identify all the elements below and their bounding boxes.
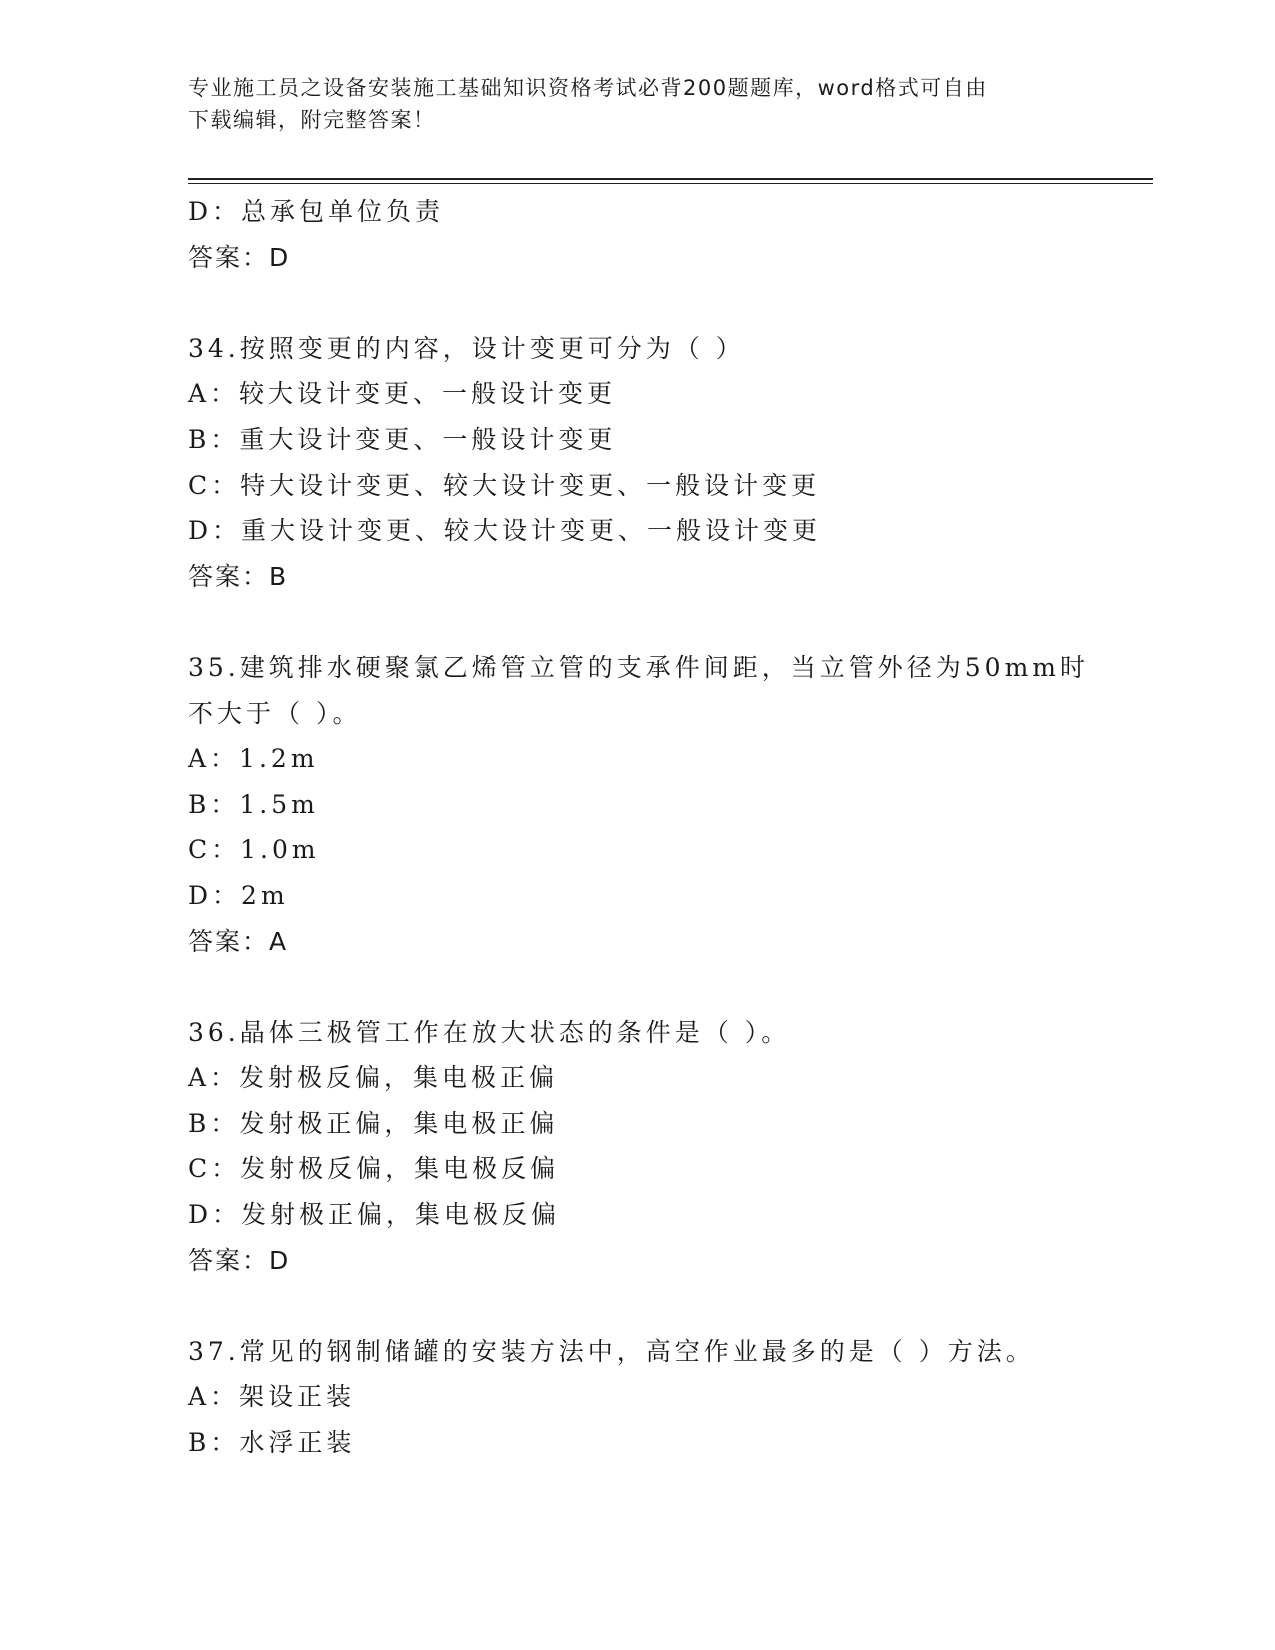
- answer: 答案：A: [188, 926, 289, 956]
- option-c: C：发射极反偏，集电极反偏: [188, 1154, 560, 1184]
- option-b: B：水浮正装: [188, 1428, 356, 1458]
- header-divider-thick: [188, 178, 1153, 180]
- option-d: D：重大设计变更、较大设计变更、一般设计变更: [188, 516, 822, 546]
- option-b: B：发射极正偏，集电极正偏: [188, 1108, 559, 1138]
- spacer: [188, 1283, 1078, 1329]
- question-list: [188, 189, 1089, 1466]
- answer: 答案：B: [188, 561, 289, 591]
- option-d: D：发射极正偏，集电极反偏: [188, 1200, 561, 1230]
- header-line-1: 专业施工员之设备安装施工基础知识资格考试必背200题题库，word格式可自由: [188, 76, 988, 100]
- question-35: [188, 645, 1089, 964]
- option-a: A：较大设计变更、一般设计变更: [188, 379, 617, 409]
- option-b: B：1.5m: [188, 789, 319, 819]
- question-33-tail: [188, 189, 1078, 280]
- option-a: A：1.2m: [188, 744, 319, 774]
- option-c: C：特大设计变更、较大设计变更、一般设计变更: [188, 470, 821, 500]
- question-text: 34.按照变更的内容，设计变更可分为（ ）: [188, 333, 745, 363]
- answer: 答案：D: [188, 1245, 291, 1275]
- option-a: A：发射极反偏，集电极正偏: [188, 1063, 559, 1093]
- question-36: [188, 1010, 1078, 1284]
- document-header: [188, 72, 1068, 136]
- header-divider-thin: [188, 183, 1153, 184]
- spacer: [188, 964, 1078, 1010]
- spacer: [188, 280, 1078, 326]
- option-d: D：总承包单位负责: [188, 197, 445, 226]
- question-34: [188, 326, 1078, 600]
- question-37: [188, 1329, 1078, 1466]
- question-text-line-1: 35.建筑排水硬聚氯乙烯管立管的支承件间距，当立管外径为50mm时: [188, 652, 1089, 682]
- header-line-2: 下载编辑，附完整答案！: [188, 108, 436, 132]
- question-text-line-2: 不大于（ ）。: [188, 698, 362, 728]
- spacer: [188, 599, 1078, 645]
- question-text: 36.晶体三极管工作在放大状态的条件是（ ）。: [188, 1017, 791, 1047]
- answer: 答案：D: [188, 242, 291, 272]
- option-b: B：重大设计变更、一般设计变更: [188, 424, 617, 454]
- option-a: A：架设正装: [188, 1382, 356, 1412]
- option-d: D：2m: [188, 880, 289, 910]
- option-c: C：1.0m: [188, 835, 320, 865]
- question-text: 37.常见的钢制储罐的安装方法中，高空作业最多的是（ ）方法。: [188, 1336, 1035, 1366]
